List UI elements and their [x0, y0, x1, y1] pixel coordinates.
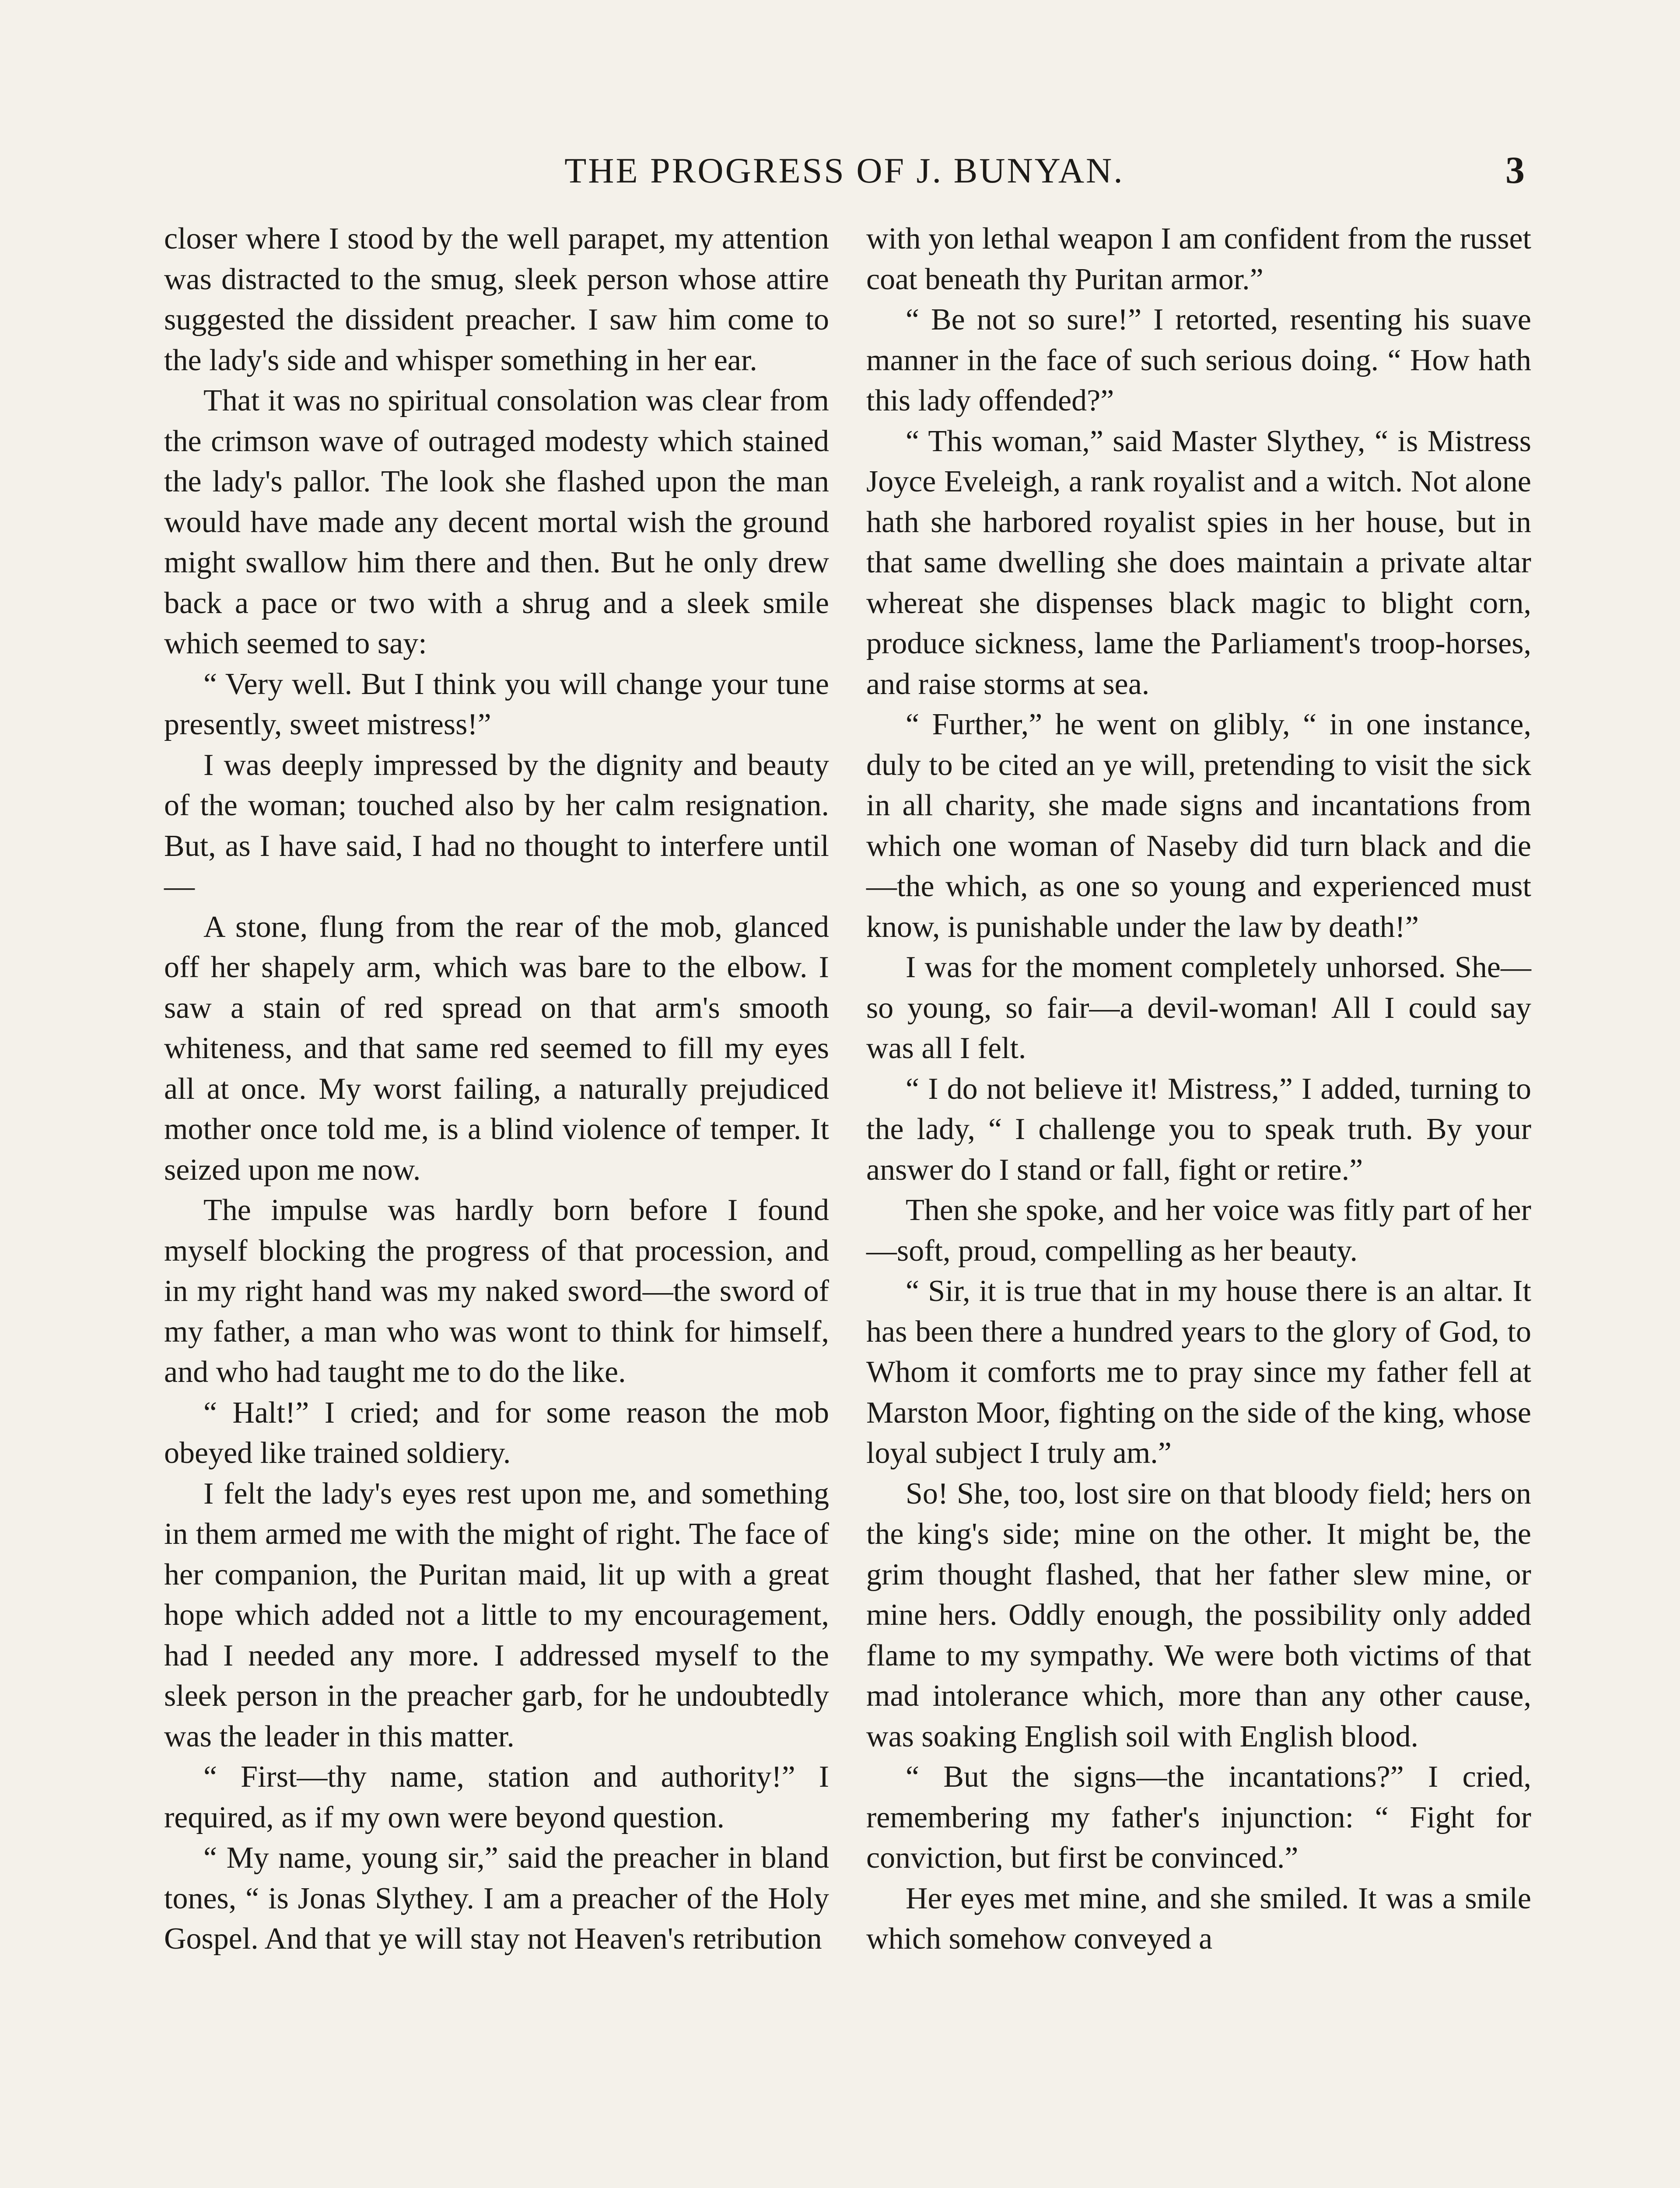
paragraph: So! She, too, lost sire on that bloody field; hers on the king's side; mine on the other. It might be, the grim thought flashed, that her father slew mine, or mine hers. Oddly enough, the possibility only added flame to my sympathy. We were both victims of that mad intolerance which, more than any other cause, was soaking English soil with English blood.: [866, 1476, 1531, 1753]
paragraph: I was for the moment completely unhorsed. She—so young, so fair—a devil-woman! All I could say was all I felt.: [866, 950, 1531, 1065]
running-title: THE PROGRESS OF J. BUNYAN.: [564, 151, 1124, 190]
right-column: [866, 219, 1531, 1960]
paragraph: closer where I stood by the well parapet, my attention was distracted to the smug, sleek person whose attire suggested the dissident preacher. I saw him come to the lady's side and whisper something in her ear.: [164, 222, 829, 377]
page-number: 3: [1505, 149, 1525, 192]
paragraph: “ Very well. But I think you will change your tune presently, sweet mistress!”: [164, 667, 829, 741]
paragraph: “ But the signs—the incantations?” I cried, remembering my father's injunction: “ Fight for conviction, but first be convinced.”: [866, 1760, 1531, 1875]
paragraph: That it was no spiritual consolation was clear from the crimson wave of outraged modesty which stained the lady's pallor. The look she flashed upon the man would have made any decent mortal wish the ground might swallow him there and then. But he only drew back a pace or two with a shrug and a sleek smile which seemed to say:: [164, 384, 829, 660]
paragraph: The impulse was hardly born before I found myself blocking the progress of that procession, and in my right hand was my naked sword—the sword of my father, a man who was wont to think for himself, and who had taught me to do the like.: [164, 1193, 829, 1389]
paragraph: “ Halt!” I cried; and for some reason the mob obeyed like trained soldiery.: [164, 1396, 829, 1470]
paragraph: “ This woman,” said Master Slythey, “ is Mistress Joyce Eveleigh, a rank royalist and a witch. Not alone hath she harbored royalist spies in her house, but in that same dwelling she does maintain a private altar whereat she dispenses black magic to blight corn, produce sickness, lame the Parliament's troop-horses, and raise storms at sea.: [866, 424, 1531, 701]
left-column: [164, 219, 829, 1960]
paragraph: Then she spoke, and her voice was fitly part of her—soft, proud, compelling as her beauty.: [866, 1193, 1531, 1268]
paragraph: “ Be not so sure!” I retorted, resenting his suave manner in the face of such serious doing. “ How hath this lady offended?”: [866, 303, 1531, 417]
paragraph: with yon lethal weapon I am confident from the russet coat beneath thy Puritan armor.”: [866, 222, 1531, 296]
paragraph: I was deeply impressed by the dignity and beauty of the woman; touched also by her calm resignation. But, as I have said, I had no thought to interfere until—: [164, 748, 829, 903]
paragraph: “ Sir, it is true that in my house there is an altar. It has been there a hundred years to the glory of God, to Whom it comforts me to pray since my father fell at Marston Moor, fighting on the side of the king, whose loyal subject I truly am.”: [866, 1274, 1531, 1470]
paragraph: I felt the lady's eyes rest upon me, and something in them armed me with the might of right. The face of her companion, the Puritan maid, lit up with a great hope which added not a little to my encouragement, had I needed any more. I addressed myself to the sleek person in the preacher garb, for he undoubtedly was the leader in this matter.: [164, 1476, 829, 1753]
paragraph: Her eyes met mine, and she smiled. It was a smile which somehow conveyed a: [866, 1881, 1531, 1956]
paragraph: “ First—thy name, station and authority!” I required, as if my own were beyond question.: [164, 1760, 829, 1834]
paragraph: “ Further,” he went on glibly, “ in one instance, duly to be cited an ye will, pretending to visit the sick in all charity, she made signs and incantations from which one woman of Naseby did turn black and die —the which, as one so young and experienced must know, is punishable under the law by death!”: [866, 708, 1531, 944]
paragraph: A stone, flung from the rear of the mob, glanced off her shapely arm, which was bare to the elbow. I saw a stain of red spread on that arm's smooth whiteness, and that same red seemed to fill my eyes all at once. My worst failing, a naturally prejudiced mother once told me, is a blind violence of temper. It seized upon me now.: [164, 910, 829, 1187]
page-header: [164, 147, 1525, 195]
paragraph: “ I do not believe it! Mistress,” I added, turning to the lady, “ I challenge you to speak truth. By your answer do I stand or fall, fight or retire.”: [866, 1072, 1531, 1187]
paragraph: “ My name, young sir,” said the preacher in bland tones, “ is Jonas Slythey. I am a preacher of the Holy Gospel. And that ye will stay not Heaven's retribution: [164, 1841, 829, 1956]
